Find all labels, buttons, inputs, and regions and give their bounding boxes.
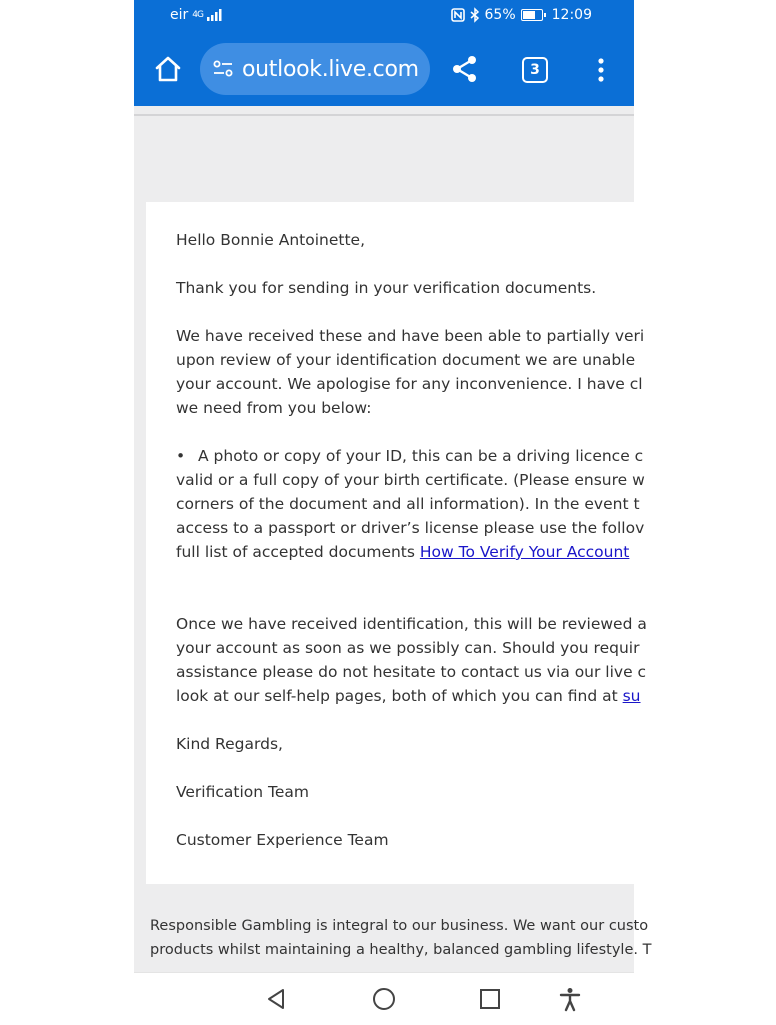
status-left [170,7,223,23]
battery-icon [521,9,543,21]
home-icon[interactable] [152,53,184,85]
browser-toolbar [134,34,634,106]
bullet-line: valid or a full copy of your birth certificate. (Please ensure w [176,471,645,489]
site-settings-icon[interactable] [212,58,234,80]
para2-line: assistance please do not hesitate to contact us via our live c [176,663,647,681]
thanks-line: Thank you for sending in your verification documents. [176,279,597,297]
accessibility-icon[interactable] [558,987,582,1011]
address-bar[interactable] [200,43,430,95]
url-text[interactable]: outlook.live.com [242,56,419,82]
para1-line: upon review of your identification document we are unable [176,351,636,369]
support-link[interactable]: su [622,687,641,705]
status-bar [134,0,634,34]
bullet-line: A photo or copy of your ID, this can be a driving licence c [198,447,644,465]
closing: Kind Regards, [176,735,283,753]
share-icon[interactable] [450,54,480,84]
para2-line: your account as soon as we possibly can. Should you requir [176,639,640,657]
bullet-line: corners of the document and all information). In the event t [176,495,640,513]
network-type: 4G [192,10,203,20]
para2-last-text: look at our self-help pages, both of which you can find at [176,687,623,705]
signature-dept: Customer Experience Team [176,831,389,849]
divider [134,114,634,116]
list-item [176,444,776,468]
recents-icon[interactable] [478,987,502,1011]
clock: 12:09 [551,7,592,23]
bullet-last-text: full list of accepted documents [176,543,420,561]
signature-team: Verification Team [176,783,309,801]
email-body [176,228,776,852]
para2-line: Once we have received identification, this will be reviewed a [176,615,647,633]
navigation-bar [134,972,634,1025]
battery-percent: 65% [484,7,516,23]
bullet-marker: • [176,447,186,465]
phone-screen [134,0,652,1024]
bullet-line: access to a passport or driver’s license please use the follov [176,519,645,537]
footer-text [150,914,750,962]
para2-line [176,684,776,708]
para1-line: your account. We apologise for any inconvenience. I have cl [176,375,643,393]
back-icon[interactable] [264,987,288,1011]
footer-line: products whilst maintaining a healthy, balanced gambling lifestyle. T [150,942,652,958]
email-card [146,202,646,884]
bluetooth-icon [470,8,480,22]
verify-account-link[interactable]: How To Verify Your Account [419,543,630,561]
signal-icon [207,9,223,21]
carrier-label: eir [170,7,189,23]
web-content [134,106,652,972]
more-menu-icon[interactable] [590,56,612,84]
bullet-line [176,540,776,564]
home-nav-icon[interactable] [372,987,396,1011]
tab-switcher-button[interactable]: 3 [522,57,548,83]
bullet-list [176,444,776,564]
greeting: Hello Bonnie Antoinette, [176,231,366,249]
footer-line: Responsible Gambling is integral to our business. We want our custo [150,918,649,934]
status-right [451,7,592,23]
para1-line: We have received these and have been able to partially veri [176,327,645,345]
nfc-icon [451,8,465,22]
para1-line: we need from you below: [176,399,372,417]
